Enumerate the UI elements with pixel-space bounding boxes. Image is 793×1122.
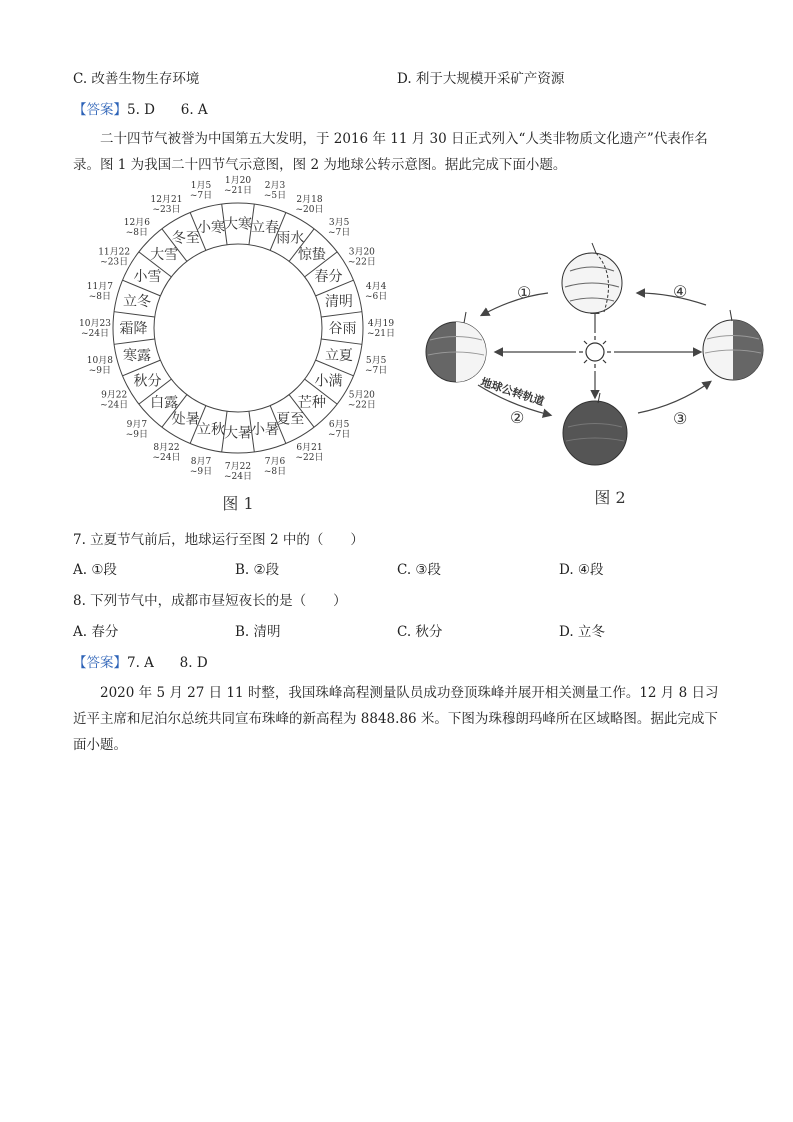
solar-term-label: 雨水 xyxy=(276,230,305,247)
solar-term-date: 9月7 ~9日 xyxy=(125,420,149,441)
solar-term-date: 2月18 ~20日 xyxy=(295,195,324,216)
solar-term-date: 8月7 ~9日 xyxy=(189,457,213,478)
solar-terms-diagram xyxy=(79,176,395,518)
intro-paragraph-2: 2020 年 5 月 27 日 11 时整，我国珠峰高程测量队员成功登顶珠峰并展开相关测量工作。12 月 8 日习近平主席和尼泊尔总统共同宣布珠峰的新高程为 8848.86 米。下图为珠穆朗玛峰所在区域略图。据此完成下面小题。 xyxy=(73,685,719,753)
question-7-option-a: A. ①段 xyxy=(73,562,117,578)
solar-term-label: 立秋 xyxy=(196,421,225,438)
solar-term-date: 2月3 ~5日 xyxy=(263,180,287,201)
option-6d: D. 利于大规模开采矿产资源 xyxy=(397,71,565,87)
question-7-option-d: D. ④段 xyxy=(559,562,604,578)
solar-term-label: 清明 xyxy=(324,293,353,310)
segment-4-label: ④ xyxy=(673,282,688,301)
solar-term-date: 8月22 ~24日 xyxy=(152,442,181,463)
solar-term-date: 10月23 ~24日 xyxy=(79,319,111,339)
solar-term-label: 立冬 xyxy=(123,293,152,310)
solar-term-date: 3月5 ~7日 xyxy=(327,217,351,238)
question-7-option-c: C. ③段 xyxy=(397,562,442,578)
figure-1-caption: 图 1 xyxy=(222,494,254,513)
solar-term-label: 小寒 xyxy=(196,220,225,237)
solar-term-date: 9月22 ~24日 xyxy=(100,390,129,411)
solar-term-date: 7月6 ~8日 xyxy=(263,457,287,478)
answer-block-1 xyxy=(73,98,208,118)
solar-term-date: 5月5 ~7日 xyxy=(364,356,388,377)
solar-term-label: 小满 xyxy=(314,373,343,390)
solar-term-date: 12月21 ~23日 xyxy=(150,195,183,216)
intro-paragraph-1: 二十四节气被誉为中国第五大发明，于 2016 年 11 月 30 日正式列入“人类非物质文化遗产”代表作名录。图 1 为我国二十四节气示意图，图 2 为地球公转示意图。据此完成下面小题。 xyxy=(73,131,708,173)
orbit-label: 地球公转轨道 xyxy=(479,375,546,409)
solar-term-date: 6月21 ~22日 xyxy=(295,442,324,463)
solar-term-label: 白露 xyxy=(150,394,179,411)
solar-term-date: 1月5 ~7日 xyxy=(189,180,213,201)
solar-term-label: 惊蛰 xyxy=(297,247,326,264)
solar-term-date: 11月22 ~23日 xyxy=(98,247,131,268)
solar-term-label: 处暑 xyxy=(171,411,200,428)
question-8-option-d: D. 立冬 xyxy=(559,624,605,640)
earth-left xyxy=(426,312,486,382)
answer-text: 5. D 6. A xyxy=(127,102,208,118)
answer-text: 7. A 8. D xyxy=(127,655,208,671)
solar-term-label: 大寒 xyxy=(224,216,252,233)
solar-term-label: 小暑 xyxy=(251,421,280,438)
earth-right xyxy=(703,310,763,380)
earth-bottom xyxy=(563,393,627,465)
solar-term-date: 6月5 ~7日 xyxy=(327,420,351,441)
solar-term-date: 11月7 ~8日 xyxy=(86,281,113,302)
solar-term-date: 12月6 ~8日 xyxy=(123,217,150,238)
ring-divider xyxy=(114,312,155,317)
ring-divider xyxy=(114,339,155,344)
solar-term-label: 春分 xyxy=(314,268,343,285)
solar-term-date: 5月20 ~22日 xyxy=(347,390,376,411)
question-8-option-a: A. 春分 xyxy=(73,624,119,640)
solar-term-label: 霜降 xyxy=(119,321,148,337)
earth-orbit-diagram xyxy=(420,235,775,515)
question-8-option-b: B. 清明 xyxy=(235,624,281,640)
question-8-stem: 8. 下列节气中，成都市昼短夜长的是（ ） xyxy=(73,593,347,609)
solar-term-date: 10月8 ~9日 xyxy=(86,356,113,377)
ring-divider xyxy=(321,339,362,344)
solar-term-label: 立夏 xyxy=(324,348,353,365)
solar-term-label: 夏至 xyxy=(276,411,305,428)
answer-tag: 【答案】 xyxy=(73,102,127,118)
option-6c: C. 改善生物生存环境 xyxy=(73,71,200,87)
solar-term-date: 3月20 ~22日 xyxy=(347,247,376,268)
solar-term-label: 大雪 xyxy=(150,247,179,264)
solar-term-date: 4月4 ~6日 xyxy=(364,281,388,302)
solar-term-label: 秋分 xyxy=(133,373,162,390)
question-8-option-c: C. 秋分 xyxy=(397,624,443,640)
solar-term-label: 冬至 xyxy=(171,230,200,247)
answer-tag: 【答案】 xyxy=(73,655,127,671)
segment-1-label: ① xyxy=(517,283,532,302)
solar-term-date: 1月20 ~21日 xyxy=(224,176,252,196)
solar-term-label: 小雪 xyxy=(133,268,162,285)
solar-term-label: 寒露 xyxy=(123,348,152,365)
solar-term-label: 大暑 xyxy=(224,425,252,442)
solar-term-date: 7月22 ~24日 xyxy=(224,462,252,482)
solar-term-date: 4月19 ~21日 xyxy=(367,319,395,339)
segment-2-label: ② xyxy=(510,408,525,427)
question-7-option-b: B. ②段 xyxy=(235,562,280,578)
answer-block-2 xyxy=(73,651,208,671)
solar-term-label: 芒种 xyxy=(297,394,326,411)
segment-3-label: ③ xyxy=(673,409,688,428)
ring-divider xyxy=(321,312,362,317)
earth-top xyxy=(562,243,622,313)
figure-2-caption: 图 2 xyxy=(594,488,626,507)
question-7-stem: 7. 立夏节气前后，地球运行至图 2 中的（ ） xyxy=(73,532,364,548)
solar-term-label: 立春 xyxy=(251,220,280,237)
sun-icon xyxy=(579,336,611,368)
solar-term-label: 谷雨 xyxy=(328,321,357,337)
